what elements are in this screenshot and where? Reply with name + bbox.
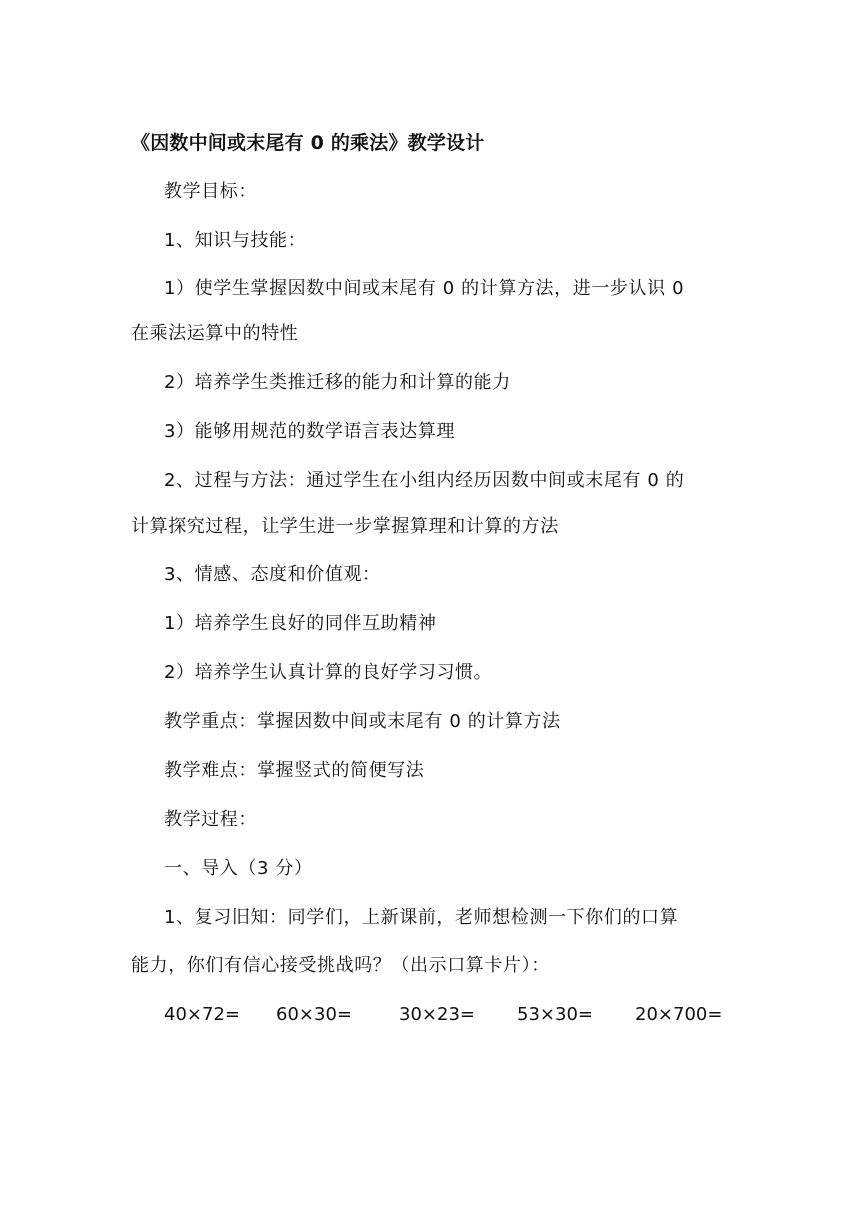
document-title: 《因数中间或末尾有 0 的乘法》教学设计 — [131, 132, 485, 154]
attitude-point-1: 1）培养学生良好的同伴互助精神 — [164, 613, 437, 634]
teaching-process-heading: 教学过程： — [164, 809, 257, 830]
teaching-difficulty: 教学难点：掌握竖式的简便写法 — [164, 760, 425, 781]
attitude-values-heading: 3、情感、态度和价值观： — [164, 564, 381, 585]
knowledge-point-2: 2）培养学生类推迁移的能力和计算的能力 — [164, 372, 511, 393]
calculation-item: 20×700= — [635, 1004, 723, 1025]
calculation-item: 40×72= — [164, 1004, 240, 1025]
knowledge-point-3: 3）能够用规范的数学语言表达算理 — [164, 421, 456, 442]
teaching-key-point: 教学重点：掌握因数中间或末尾有 0 的计算方法 — [164, 711, 561, 732]
knowledge-point-1-line-1: 1）使学生掌握因数中间或末尾有 0 的计算方法，进一步认识 0 — [164, 278, 685, 299]
process-method-line-2: 计算探究过程，让学生进一步掌握算理和计算的方法 — [131, 516, 559, 537]
review-line-1: 1、复习旧知：同学们，上新课前，老师想检测一下你们的口算 — [164, 907, 679, 928]
knowledge-point-1-line-2: 在乘法运算中的特性 — [131, 323, 299, 344]
teaching-goals-heading: 教学目标： — [164, 181, 257, 202]
process-method-line-1: 2、过程与方法：通过学生在小组内经历因数中间或末尾有 0 的 — [164, 470, 685, 491]
calculation-item: 53×30= — [517, 1004, 593, 1025]
attitude-point-2: 2）培养学生认真计算的良好学习习惯。 — [164, 662, 493, 683]
oral-calculation-row — [164, 1000, 724, 1030]
review-line-2: 能力，你们有信心接受挑战吗？（出示口算卡片）： — [131, 955, 550, 976]
calculation-item: 60×30= — [276, 1004, 352, 1025]
knowledge-skills-heading: 1、知识与技能： — [164, 230, 307, 251]
introduction-heading: 一、导入（3 分） — [164, 858, 313, 879]
calculation-item: 30×23= — [399, 1004, 475, 1025]
